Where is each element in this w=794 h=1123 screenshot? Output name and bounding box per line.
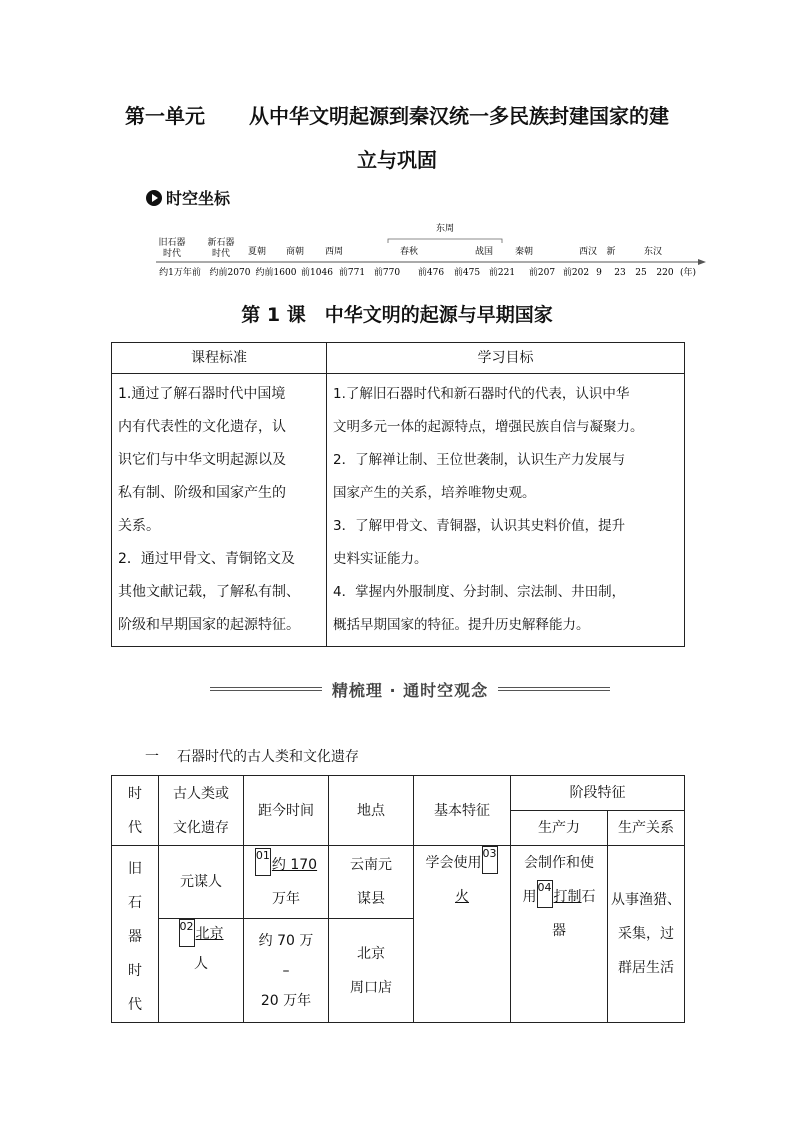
standards-table: [111, 342, 685, 647]
text-line: 史料实证能力。: [333, 551, 428, 567]
text-line: 万年: [272, 891, 300, 907]
site-cell: [159, 919, 244, 1023]
tick-label: 25: [635, 268, 647, 278]
text-line: 文化遗存: [173, 819, 229, 836]
tick-label: 9: [596, 268, 602, 278]
header-site: [159, 776, 244, 846]
header-feature: 基本特征: [414, 776, 511, 846]
tick-label: 前202: [562, 268, 590, 278]
text-line: 概括早期国家的特征。提升历史解释能力。: [333, 617, 590, 633]
coordinate-heading-text: 时空坐标: [166, 189, 231, 208]
objectives-cell: [327, 374, 685, 647]
era-label: 时代: [162, 249, 182, 259]
text-line: [513, 880, 605, 914]
tick-label: 前1046: [301, 268, 333, 278]
text-line: 北京: [357, 945, 385, 962]
answer-box[interactable]: 03: [482, 846, 498, 874]
text-line: 时: [128, 785, 142, 802]
text-line: 人: [194, 956, 208, 972]
era-label: 夏朝: [247, 247, 267, 257]
text-line: 2．通过甲骨文、青铜铭文及: [118, 551, 295, 567]
era-label: 东汉: [643, 247, 663, 257]
header-place: 地点: [329, 776, 414, 846]
tick-label: 前221: [488, 268, 516, 278]
text-line: 国家产生的关系，培养唯物史观。: [333, 485, 536, 501]
text-line: 代: [128, 819, 142, 836]
header-stage: 阶段特征: [511, 776, 685, 811]
banner-ornament-left: [210, 687, 322, 691]
timeline: [150, 218, 710, 280]
text-line: 20 万年: [260, 992, 312, 1009]
answer-text: 打制: [553, 889, 582, 905]
answer-box[interactable]: 01: [255, 848, 271, 876]
tick-label: 前476: [417, 268, 445, 278]
text-line: 古人类或: [173, 785, 229, 802]
answer-text: 北京: [195, 926, 224, 942]
text-line: 器: [128, 929, 142, 945]
answer-box[interactable]: 04: [537, 880, 553, 908]
tick-label: 前207: [528, 268, 556, 278]
feature-text: 学会使用: [425, 855, 482, 871]
tick-label: 220: [656, 268, 674, 278]
text-line: 器: [552, 923, 566, 939]
place-cell: [329, 846, 414, 919]
text-line: 群居生活: [618, 960, 674, 976]
era-label: 春秋: [399, 247, 419, 257]
text-line: 周口店: [350, 979, 392, 996]
text-line: [416, 846, 508, 880]
era-cell: [112, 846, 159, 1023]
text-line: 旧: [128, 861, 142, 877]
text-line: 谋县: [357, 891, 385, 907]
era-label: 新: [606, 247, 616, 257]
text-line: –: [282, 962, 290, 979]
section-title: 石器时代的古人类和文化遗存: [177, 749, 359, 765]
header-objectives: 学习目标: [327, 343, 685, 374]
timeline-group-label: 东周: [435, 224, 455, 234]
answer-box[interactable]: 02: [179, 919, 195, 947]
text-line: 采集，过: [618, 926, 674, 942]
section-number: 一: [145, 749, 159, 765]
era-label: 商朝: [285, 247, 305, 257]
era-label: 时代: [211, 249, 231, 259]
header-era: [112, 776, 159, 846]
table-row: [112, 846, 685, 919]
text-line: [161, 919, 241, 949]
play-icon: [146, 190, 162, 206]
answer-text: 火: [455, 889, 469, 905]
era-label: 西周: [324, 247, 344, 257]
text-line: 3．了解甲骨文、青铜器，认识其史料价值，提升: [333, 518, 626, 534]
section-heading: [145, 746, 359, 766]
header-productivity: 生产力: [511, 811, 608, 846]
coordinate-heading: [146, 186, 230, 209]
answer-text: 约 170: [271, 857, 318, 873]
era-label: 旧石器: [158, 238, 186, 248]
text-line: 识它们与中华文明起源以及: [118, 452, 286, 468]
era-label: 西汉: [578, 247, 598, 257]
tick-label: 前475: [453, 268, 481, 278]
time-cell: [244, 919, 329, 1023]
text-line: 文明多元一体的起源特点，增强民族自信与凝聚力。: [333, 419, 644, 435]
text-line: 会制作和使: [524, 855, 594, 871]
text-line: 2．了解禅让制、王位世袭制，认识生产力发展与: [333, 452, 626, 468]
banner-text: 精梳理 · 通时空观念: [331, 680, 489, 700]
unit-title-line2: 立与巩固: [357, 148, 437, 172]
header-relations: 生产关系: [608, 811, 685, 846]
unit-title: [0, 96, 794, 136]
section-banner: [210, 676, 610, 702]
timeline-eras: [158, 236, 662, 259]
text-line: 内有代表性的文化遗存，认: [118, 419, 286, 435]
text-line: 石: [128, 895, 142, 911]
text-line: 1.通过了解石器时代中国境: [118, 386, 286, 402]
text-line: 关系。: [118, 518, 160, 534]
text-line: 云南元: [350, 857, 392, 873]
unit-title-line1: 从中华文明起源到秦汉统一多民族封建国家的建: [249, 104, 669, 128]
relations-cell: [608, 846, 685, 1023]
banner-ornament-right: [498, 687, 610, 691]
text-line: 其他文献记载，了解私有制、: [118, 584, 300, 600]
timeline-ticks: [159, 266, 696, 278]
text-line: 阶级和早期国家的起源特征。: [118, 617, 300, 633]
eastern-zhou-bracket: [388, 239, 502, 243]
header-standard: 课程标准: [112, 343, 327, 374]
text-line: 约 70 万: [258, 932, 314, 949]
text-line: [246, 848, 326, 882]
era-label: 战国: [474, 247, 494, 257]
lesson-title: 第 1 课 中华文明的起源与早期国家: [241, 304, 553, 326]
era-label: 新石器: [207, 238, 235, 248]
text-line: 代: [128, 997, 142, 1013]
tick-label: 约1万年前: [159, 268, 201, 278]
site-cell: 元谋人: [159, 846, 244, 919]
tick-label: 前770: [373, 268, 401, 278]
prod-text: 石: [581, 889, 596, 905]
table-row: [112, 776, 685, 811]
text-line: 4．掌握内外服制度、分封制、宗法制、井田制，: [333, 584, 626, 600]
tick-label: (年): [679, 268, 697, 278]
text-line: 1.了解旧石器时代和新石器时代的代表，认识中华: [333, 386, 630, 402]
tick-label: 约前1600: [255, 268, 297, 278]
text-line: 时: [128, 963, 142, 979]
place-cell: [329, 919, 414, 1023]
tick-label: 约前2070: [209, 268, 251, 278]
feature-cell: [414, 846, 511, 1023]
header-time: 距今时间: [244, 776, 329, 846]
unit-label: 第一单元: [125, 104, 205, 128]
productivity-cell: [511, 846, 608, 1023]
text-line: 私有制、阶级和国家产生的: [118, 485, 286, 501]
table-row: [112, 343, 685, 374]
time-cell: [244, 846, 329, 919]
prod-text: 用: [522, 889, 537, 905]
tick-label: 23: [614, 268, 626, 278]
era-label: 秦朝: [514, 247, 534, 257]
tick-label: 前771: [338, 268, 366, 278]
standards-cell: [112, 374, 327, 647]
table-row: [112, 374, 685, 647]
stone-age-table: [111, 775, 685, 1023]
text-line: 从事渔猎、: [611, 892, 681, 908]
